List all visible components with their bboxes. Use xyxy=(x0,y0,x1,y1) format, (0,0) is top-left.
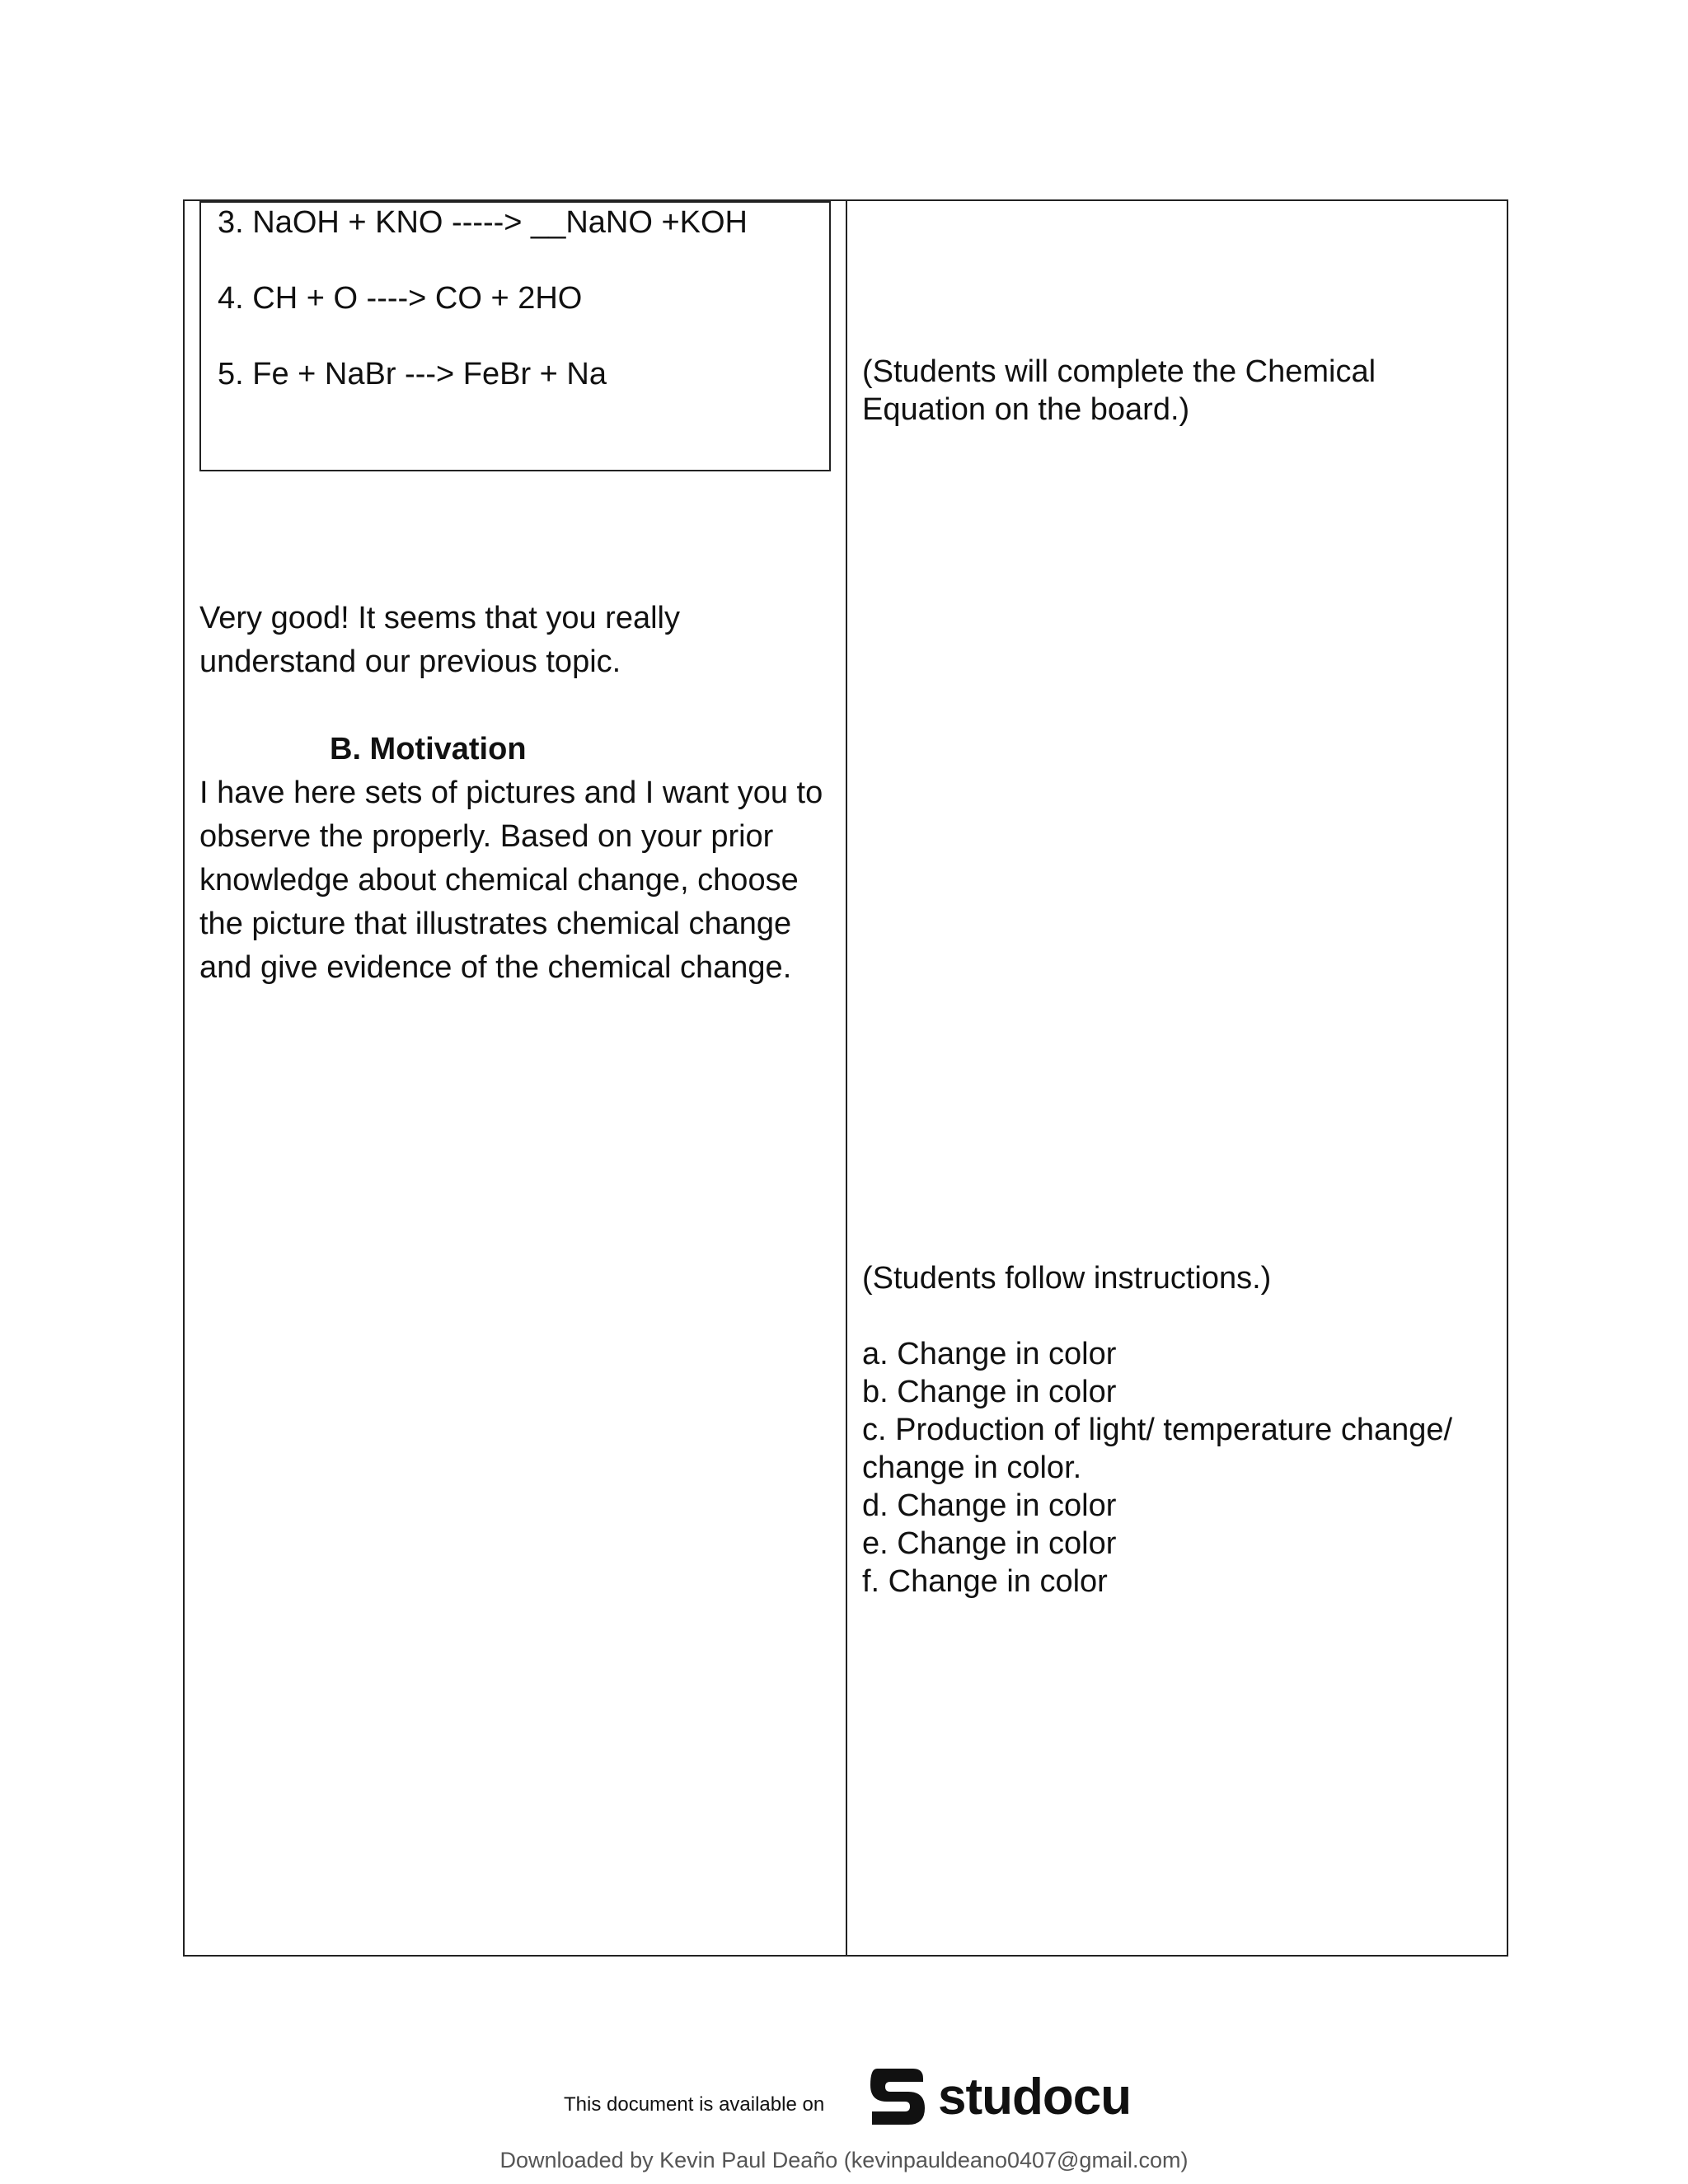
studocu-wordmark: studocu xyxy=(938,2068,1132,2125)
praise-text: Very good! It seems that you really understand our previous topic. xyxy=(199,601,680,679)
motivation-heading: B. Motivation xyxy=(330,732,527,766)
equation-4: 4. CH + O ----> CO + 2HO xyxy=(218,281,583,316)
answer-a: a. Change in color xyxy=(862,1337,1117,1371)
answer-b: b. Change in color xyxy=(862,1375,1117,1409)
equation-box xyxy=(199,201,831,471)
answers-list xyxy=(862,1335,1505,1601)
studocu-logo[interactable] xyxy=(865,2064,1131,2130)
equation-5: 5. Fe + NaBr ---> FeBr + Na xyxy=(218,357,607,391)
answer-f: f. Change in color xyxy=(862,1564,1108,1599)
equation-3: 3. NaOH + KNO -----> __NaNO +KOH xyxy=(218,205,748,240)
downloaded-by-text: Downloaded by Kevin Paul Deaño (kevinpauldeano0407@gmail.com) xyxy=(499,2148,1189,2172)
answer-e: e. Change in color xyxy=(862,1526,1117,1561)
instructions-note: (Students follow instructions.) xyxy=(862,1261,1272,1296)
column-divider xyxy=(846,201,847,1955)
studocu-s-icon xyxy=(865,2064,930,2130)
board-note: (Students will complete the Chemical Equation on the board.) xyxy=(862,354,1376,427)
motivation-text: I have here sets of pictures and I want you to observe the properly. Based on your prior knowledge about chemical change, choose the picture that illustrates chemical change and give evidence of the chemical change. xyxy=(199,776,823,985)
answer-c: c. Production of light/ temperature change/ change in color. xyxy=(862,1413,1453,1485)
answer-d: d. Change in color xyxy=(862,1488,1117,1523)
available-on-text: This document is available on xyxy=(564,2093,825,2116)
lesson-plan-table xyxy=(183,199,1508,1957)
